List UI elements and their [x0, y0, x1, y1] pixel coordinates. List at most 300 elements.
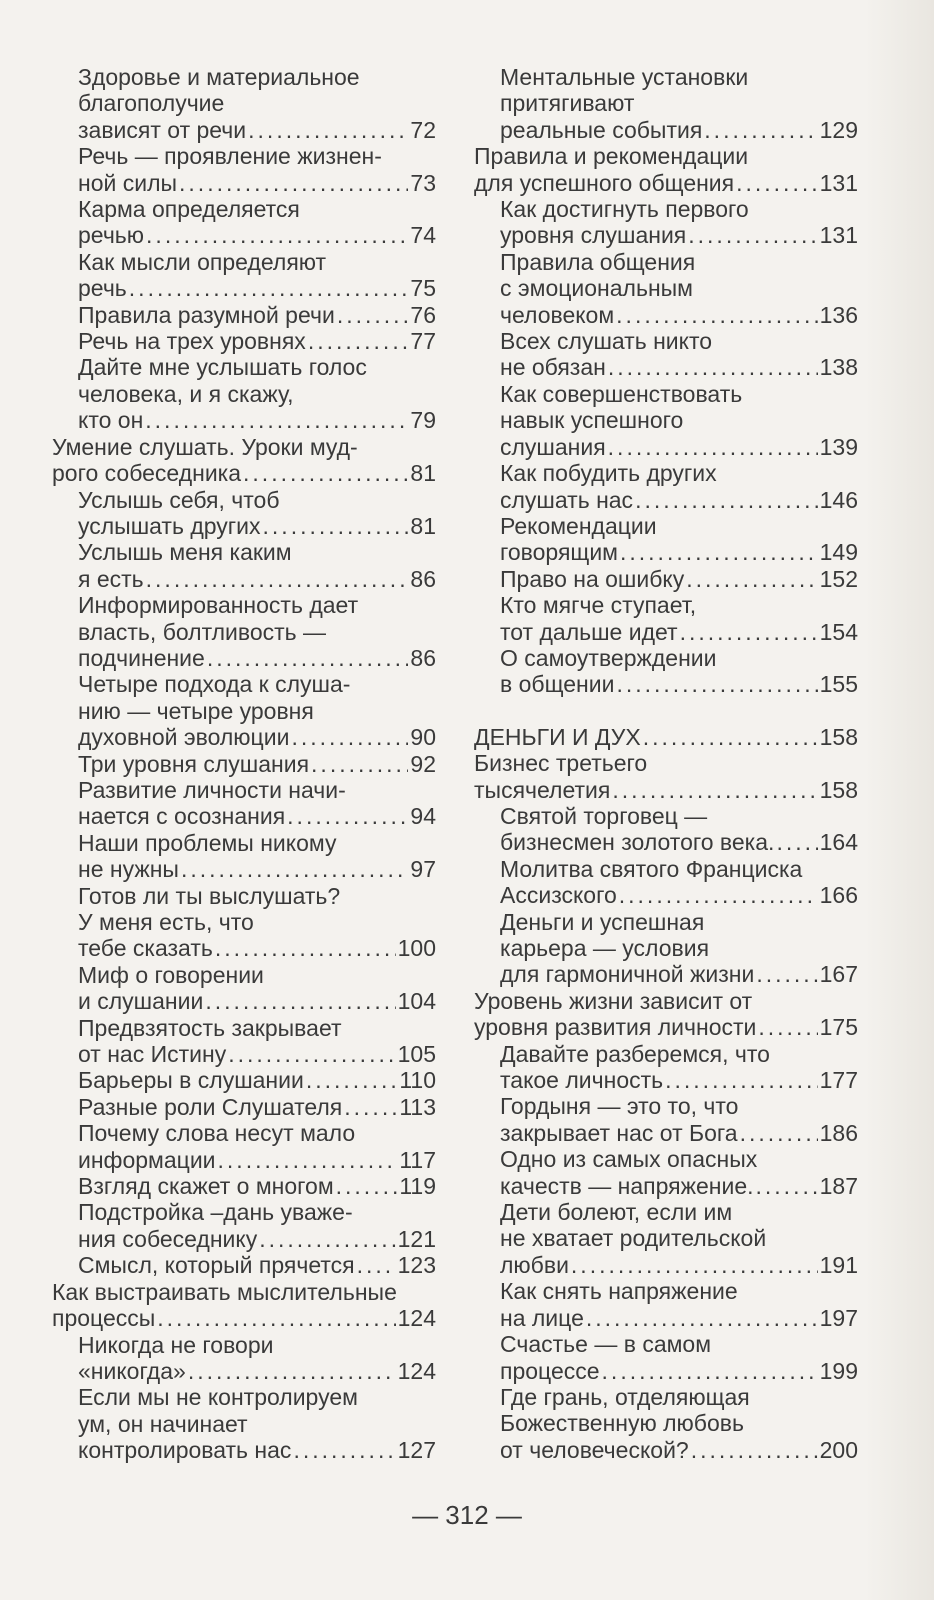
- toc-page-number: 139: [819, 433, 858, 460]
- toc-page-number: 105: [397, 1041, 436, 1068]
- toc-entry: [474, 328, 858, 381]
- toc-entry-title-line: Как мысли определяют: [78, 248, 327, 275]
- toc-page-number: 121: [397, 1225, 436, 1252]
- toc-page-number: 104: [397, 988, 436, 1015]
- toc-entry-last-line: [52, 1305, 436, 1331]
- toc-entry: [52, 1384, 436, 1463]
- toc-entry-title-line: человеком: [500, 301, 615, 328]
- toc-entry-title-line: такое личность: [500, 1067, 664, 1094]
- toc-entry-title-line: ния собеседнику: [78, 1225, 258, 1252]
- toc-entry: [474, 856, 858, 909]
- toc-page-number: 129: [819, 116, 858, 143]
- dot-leader: [146, 566, 409, 592]
- toc-entry: [52, 1173, 436, 1199]
- toc-page-number: 200: [819, 1436, 858, 1463]
- toc-entry-last-line: [500, 1358, 858, 1384]
- toc-page-number: 86: [410, 644, 436, 671]
- toc-entry-title-line: услышать других: [78, 512, 261, 539]
- toc-entry-title-line: духовной эволюции: [78, 724, 290, 751]
- toc-entry-title-line: от нас Истину: [78, 1041, 227, 1068]
- toc-entry-title-line: уровня развития личности: [474, 1014, 757, 1041]
- dot-leader: [608, 434, 818, 460]
- toc-entry-title-line: я есть: [78, 565, 144, 592]
- toc-page-number: 186: [819, 1119, 858, 1146]
- toc-entry-title-line: на лице: [500, 1304, 584, 1331]
- toc-entry-last-line: [474, 1014, 858, 1040]
- toc-entry-title-line: процессе: [500, 1357, 600, 1384]
- page-number: — 312 —: [412, 1500, 522, 1530]
- toc-entry-last-line: [78, 275, 436, 301]
- toc-entry-title-line: Как выстраивать мыслительные: [52, 1278, 397, 1305]
- toc-entry-title-line: Дети болеют, если им: [500, 1199, 733, 1226]
- dot-leader: [337, 302, 409, 328]
- dot-leader: [336, 1173, 398, 1199]
- toc-entry-title-line: навык успешного: [500, 407, 684, 434]
- toc-entry-title-line: процессы: [52, 1305, 156, 1332]
- toc-entry-last-line: [500, 829, 858, 855]
- toc-entry-title-line: У меня есть, что: [78, 909, 254, 935]
- dot-leader: [263, 513, 409, 539]
- toc-entry-last-line: [500, 117, 858, 143]
- toc-page-number: 113: [399, 1093, 436, 1120]
- toc-entry-last-line: [78, 328, 436, 354]
- toc-entry-title-line: реальные события: [500, 116, 703, 143]
- toc-entry-title-line: Давайте разберемся, что: [500, 1040, 770, 1067]
- toc-page-number: 187: [819, 1172, 858, 1199]
- toc-entry-title-line: ум, он начинает: [78, 1410, 248, 1437]
- toc-page-number: 131: [819, 169, 858, 196]
- toc-entry: [474, 64, 858, 143]
- toc-page-number: 167: [819, 961, 858, 988]
- toc-entry-title-line: Ассизского: [500, 882, 617, 909]
- toc-entry-title-line: Информированность дает: [78, 592, 359, 619]
- toc-entry-last-line: [78, 856, 436, 882]
- dot-leader: [308, 328, 409, 354]
- toc-entry-title-line: Речь — проявление жизнен-: [78, 143, 382, 170]
- toc-section-entry: [474, 143, 858, 196]
- toc-page-number: 73: [410, 169, 436, 196]
- toc-entry-title-line: речью: [78, 222, 145, 249]
- toc-entry-last-line: [500, 882, 858, 908]
- toc-section-entry: [474, 724, 858, 750]
- toc-entry-title-line: Развитие личности начи-: [78, 776, 346, 803]
- toc-entry-title-line: Предвзятость закрывает: [78, 1014, 342, 1041]
- toc-entry: [52, 883, 436, 962]
- toc-entry-last-line: [78, 170, 436, 196]
- toc-entry-title-line: Правила и рекомендации: [474, 143, 749, 170]
- dot-leader: [157, 1305, 395, 1331]
- dot-leader: [586, 1305, 818, 1331]
- toc-entry-title-line: Наши проблемы никому: [78, 829, 337, 856]
- dot-leader: [616, 671, 817, 697]
- toc-entry-last-line: [500, 671, 858, 697]
- page-edge-shadow: [864, 0, 934, 1600]
- toc-entry: [474, 803, 858, 856]
- toc-entry-title-line: Бизнес третьего: [474, 750, 648, 777]
- dot-leader: [680, 619, 818, 645]
- toc-entry: [474, 566, 858, 592]
- toc-entry-title-line: Здоровье и материальное: [78, 64, 360, 90]
- dot-leader: [665, 1067, 818, 1093]
- toc-entry-title-line: Божественную любовь: [500, 1410, 744, 1437]
- dot-leader: [571, 1252, 818, 1278]
- dot-leader: [146, 222, 408, 248]
- toc-entry: [52, 1015, 436, 1068]
- dot-leader: [620, 539, 818, 565]
- toc-entry-last-line: [474, 170, 858, 196]
- toc-page-number: 81: [410, 512, 436, 539]
- toc-entry: [52, 1094, 436, 1120]
- dot-leader: [756, 1173, 818, 1199]
- toc-entry-title-line: качеств — напряжение.: [500, 1172, 754, 1199]
- toc-entry: [52, 1120, 436, 1173]
- toc-entry-last-line: [78, 724, 436, 750]
- toc-entry-title-line: Карма определяется: [78, 196, 300, 223]
- toc-page-number: 124: [397, 1357, 436, 1384]
- dot-leader: [776, 829, 817, 855]
- toc-section-entry: [52, 1279, 436, 1332]
- toc-entry: [52, 1067, 436, 1093]
- dot-leader: [612, 777, 817, 803]
- toc-entry-last-line: [500, 1120, 858, 1146]
- dot-leader: [179, 170, 408, 196]
- toc-entry-title-line: подчинение: [78, 644, 205, 671]
- dot-leader: [688, 222, 817, 248]
- toc-entry: [52, 777, 436, 830]
- toc-entry: [52, 328, 436, 354]
- toc-entry: [52, 302, 436, 328]
- toc-entry-title-line: с эмоциональным: [500, 275, 693, 302]
- dot-leader: [357, 1252, 396, 1278]
- dot-leader: [608, 354, 818, 380]
- toc-entry-last-line: [78, 566, 436, 592]
- toc-entry-last-line: [78, 935, 436, 961]
- toc-entry: [474, 1146, 858, 1199]
- toc-entry-title-line: Как снять напряжение: [500, 1278, 738, 1305]
- toc-entry-last-line: [52, 460, 436, 486]
- toc-right-column: [474, 64, 858, 1463]
- toc-entry-title-line: ной силы: [78, 169, 178, 196]
- dot-leader: [248, 117, 408, 143]
- dot-leader: [306, 1067, 397, 1093]
- toc-entry-title-line: в общении: [500, 671, 615, 698]
- toc-page-number: 146: [819, 486, 858, 513]
- toc-entry-last-line: [500, 1437, 858, 1463]
- toc-entry-last-line: [500, 1305, 858, 1331]
- dot-leader: [129, 275, 409, 301]
- toc-page-number: 72: [410, 116, 436, 143]
- toc-entry-last-line: [500, 961, 858, 987]
- dot-leader: [736, 170, 818, 196]
- toc-entry-title-line: Кто мягче ступает,: [500, 592, 697, 619]
- dot-leader: [616, 302, 817, 328]
- dot-leader: [218, 1147, 398, 1173]
- toc-page-number: 92: [410, 750, 436, 777]
- toc-page-number: 155: [819, 671, 858, 698]
- toc-entry-title-line: Дайте мне услышать голос: [78, 354, 367, 381]
- toc-entry-title-line: Рекомендации: [500, 512, 657, 539]
- toc-page-number: 191: [819, 1251, 858, 1278]
- dot-leader: [205, 988, 395, 1014]
- toc-entry-title-line: Гордыня — это то, что: [500, 1093, 739, 1120]
- toc-page-number: 119: [399, 1173, 436, 1200]
- dot-leader: [207, 645, 409, 671]
- toc-entry-title-line: и слушании: [78, 988, 204, 1015]
- dot-leader: [243, 460, 408, 486]
- toc-entry: [474, 645, 858, 698]
- toc-entry-last-line: [78, 407, 436, 433]
- toc-entry-title-line: Правила разумной речи: [78, 301, 335, 328]
- toc-entry-title-line: Три уровня слушания: [78, 750, 310, 777]
- toc-page-number: 86: [410, 565, 436, 592]
- toc-entry-last-line: [78, 803, 436, 829]
- dot-leader: [287, 803, 408, 829]
- toc-entry-title-line: Где грань, отделяющая: [500, 1383, 750, 1410]
- toc-entry-title-line: бизнесмен золотого века.: [500, 829, 775, 856]
- toc-page-number: 75: [410, 275, 436, 302]
- toc-page-number: 81: [410, 460, 436, 487]
- toc-entry-title-line: не нужны: [78, 856, 179, 883]
- toc-entry-title-line: Услышь себя, чтоб: [78, 486, 280, 513]
- toc-entry: [52, 539, 436, 592]
- toc-page-number: 131: [819, 222, 858, 249]
- toc-section-entry: [474, 750, 858, 803]
- toc-entry: [474, 592, 858, 645]
- toc-entry-title-line: благополучие: [78, 90, 225, 117]
- toc-page-number: 152: [819, 565, 858, 592]
- toc-entry-last-line: [500, 354, 858, 380]
- dot-leader: [691, 1437, 818, 1463]
- toc-entry-last-line: [78, 117, 436, 143]
- toc-page-number: 77: [410, 328, 436, 355]
- toc-page-number: 136: [819, 301, 858, 328]
- toc-entry: [52, 751, 436, 777]
- dot-leader: [704, 117, 817, 143]
- toc-entry-last-line: [78, 1067, 436, 1093]
- toc-page-number: 90: [410, 724, 436, 751]
- toc-entry-last-line: [78, 1147, 436, 1173]
- toc-entry: [52, 830, 436, 883]
- toc-entry-title-line: слушания: [500, 433, 606, 460]
- toc-entry-title-line: тысячелетия: [474, 776, 611, 803]
- toc-entry-title-line: зависят от речи: [78, 116, 247, 143]
- toc-entry-last-line: [500, 487, 858, 513]
- toc-entry-title-line: Как побудить других: [500, 460, 717, 487]
- toc-entry-title-line: нию — четыре уровня: [78, 697, 314, 724]
- dot-leader: [188, 1358, 396, 1384]
- toc-page-number: 97: [410, 856, 436, 883]
- toc-entry: [474, 1278, 858, 1331]
- toc-entry-title-line: карьера — условия: [500, 935, 710, 961]
- toc-page-number: 177: [819, 1067, 858, 1094]
- toc-entry-title-line: любви: [500, 1251, 569, 1278]
- toc-entry-last-line: [500, 619, 858, 645]
- toc-entry: [474, 909, 858, 988]
- dot-leader: [619, 882, 818, 908]
- toc-entry-title-line: Святой торговец —: [500, 802, 708, 829]
- toc-entry-last-line: [78, 1041, 436, 1067]
- toc-entry-last-line: [78, 1252, 436, 1278]
- toc-entry: [474, 1331, 858, 1384]
- toc-page-number: 76: [410, 301, 436, 328]
- dot-leader: [635, 487, 818, 513]
- toc-entry: [52, 143, 436, 196]
- toc-entry: [52, 354, 436, 433]
- toc-entry-title-line: нается с осознания: [78, 803, 286, 830]
- toc-entry: [52, 962, 436, 1015]
- toc-entry-title-line: Миф о говорении: [78, 961, 264, 988]
- toc-entry-title-line: тот дальше идет: [500, 618, 678, 645]
- toc-entry-title-line: Речь на трех уровнях: [78, 328, 306, 355]
- toc-entry-title-line: закрывает нас от Бога: [500, 1119, 738, 1146]
- toc-page-number: 199: [819, 1357, 858, 1384]
- toc-page-number: 74: [410, 222, 436, 249]
- toc-entry-title-line: Разные роли Слушателя: [78, 1093, 343, 1120]
- toc-page-number: 123: [397, 1252, 436, 1279]
- toc-entry-last-line: [78, 1226, 436, 1252]
- toc-entry-title-line: Готов ли ты выслушать?: [78, 882, 341, 909]
- toc-entry-title-line: тебе сказать: [78, 935, 213, 962]
- toc-entry-title-line: контролировать нас: [78, 1437, 292, 1464]
- dot-leader: [602, 1358, 818, 1384]
- toc-entry-last-line: [474, 724, 858, 750]
- toc-page-number: 154: [819, 618, 858, 645]
- toc-page-number: 197: [819, 1304, 858, 1331]
- toc-entry-title-line: уровня слушания: [500, 222, 687, 249]
- section-gap: [474, 698, 858, 724]
- toc-page-number: 149: [819, 539, 858, 566]
- toc-entry: [52, 1199, 436, 1252]
- toc-entry-last-line: [500, 1252, 858, 1278]
- toc-entry-title-line: Деньги и успешная: [500, 908, 705, 935]
- toc-entry-title-line: Услышь меня каким: [78, 539, 292, 566]
- toc-entry: [474, 249, 858, 328]
- toc-left-column: [52, 64, 436, 1464]
- dot-leader: [344, 1094, 397, 1120]
- toc-entry: [52, 249, 436, 302]
- toc-entry-last-line: [500, 1173, 858, 1199]
- toc-entry-title-line: от человеческой?: [500, 1436, 689, 1463]
- toc-entry-title-line: Взгляд скажет о многом: [78, 1173, 334, 1200]
- toc-entry-last-line: [78, 513, 436, 539]
- toc-entry-last-line: [474, 777, 858, 803]
- toc-page-number: 117: [399, 1146, 436, 1173]
- toc-page-number: 110: [399, 1067, 436, 1094]
- dot-leader: [686, 566, 817, 592]
- toc-entry-title-line: человека, и я скажу,: [78, 380, 294, 407]
- toc-page-number: 127: [397, 1437, 436, 1464]
- toc-entry-title-line: Ментальные установки: [500, 64, 749, 90]
- toc-entry-title-line: власть, болтливость —: [78, 618, 327, 645]
- toc-entry-title-line: О самоутверждении: [500, 644, 717, 671]
- toc-entry-title-line: Подстройка –дань уваже-: [78, 1199, 353, 1226]
- toc-entry: [474, 460, 858, 513]
- toc-entry-last-line: [78, 1173, 436, 1199]
- toc-entry-title-line: для успешного общения: [474, 169, 735, 196]
- dot-leader: [740, 1120, 818, 1146]
- toc-page-number: 124: [397, 1305, 436, 1332]
- toc-entry-last-line: [78, 222, 436, 248]
- toc-entry: [474, 381, 858, 460]
- toc-entry-title-line: не хватает родительской: [500, 1225, 767, 1252]
- toc-entry: [474, 1041, 858, 1094]
- toc-entry-last-line: [78, 1437, 436, 1463]
- toc-entry-title-line: притягивают: [500, 90, 635, 117]
- toc-entry-last-line: [500, 539, 858, 565]
- dot-leader: [291, 724, 408, 750]
- toc-section-entry: [52, 434, 436, 487]
- toc-entry-last-line: [78, 302, 436, 328]
- toc-entry: [52, 64, 436, 143]
- toc-entry: [474, 1384, 858, 1463]
- toc-entry-title-line: Всех слушать никто: [500, 328, 713, 355]
- toc-entry-title-line: Никогда не говори: [78, 1331, 274, 1358]
- toc-entry-title-line: кто он: [78, 407, 144, 434]
- toc-entry-title-line: для гармоничной жизни: [500, 961, 755, 988]
- toc-entry: [52, 592, 436, 671]
- toc-entry-title-line: не обязан: [500, 354, 606, 381]
- dot-leader: [259, 1226, 395, 1252]
- toc-entry-title-line: Смысл, который прячется: [78, 1252, 355, 1279]
- toc-entry: [52, 671, 436, 750]
- dot-leader: [228, 1041, 395, 1067]
- toc-entry-last-line: [500, 566, 858, 592]
- toc-entry-title-line: Право на ошибку: [500, 565, 685, 592]
- toc-entry-title-line: Умение слушать. Уроки муд-: [52, 433, 358, 460]
- toc-entry-title-line: Молитва святого Франциска: [500, 855, 803, 882]
- toc-page-number: 175: [819, 1014, 858, 1041]
- toc-entry: [474, 1199, 858, 1278]
- toc-entry-last-line: [78, 1094, 436, 1120]
- toc-entry-last-line: [500, 434, 858, 460]
- toc-entry-last-line: [500, 1067, 858, 1093]
- toc-entry-last-line: [500, 222, 858, 248]
- toc-entry-title-line: Уровень жизни зависит от: [474, 987, 753, 1014]
- toc-entry: [52, 196, 436, 249]
- toc-entry: [474, 513, 858, 566]
- toc-section-entry: [474, 988, 858, 1041]
- toc-entry-title-line: Как достигнуть первого: [500, 196, 749, 223]
- toc-entry-last-line: [78, 1358, 436, 1384]
- toc-entry-last-line: [78, 988, 436, 1014]
- toc-page-number: 158: [819, 776, 858, 803]
- toc-page-number: 158: [819, 723, 858, 750]
- toc-entry-title-line: ДЕНЬГИ И ДУХ: [474, 723, 641, 750]
- toc-entry: [474, 196, 858, 249]
- toc-entry-title-line: Счастье — в самом: [500, 1331, 712, 1358]
- toc-page-number: 164: [819, 829, 858, 856]
- dot-leader: [758, 1014, 817, 1040]
- toc-page-number: 94: [410, 803, 436, 830]
- toc-entry-last-line: [500, 302, 858, 328]
- toc-entry-title-line: Одно из самых опасных: [500, 1146, 758, 1173]
- toc-entry-title-line: Если мы не контролируем: [78, 1384, 358, 1411]
- toc-entry-title-line: «никогда»: [78, 1357, 186, 1384]
- toc-entry-title-line: Барьеры в слушании: [78, 1067, 304, 1094]
- toc-entry-title-line: Почему слова несут мало: [78, 1120, 356, 1147]
- dot-leader: [756, 961, 817, 987]
- dot-leader: [293, 1437, 395, 1463]
- toc-entry: [52, 1332, 436, 1385]
- toc-page-number: 166: [819, 882, 858, 909]
- toc-entry-title-line: говорящим: [500, 539, 618, 566]
- toc-entry-title-line: информации: [78, 1146, 216, 1173]
- dot-leader: [643, 724, 818, 750]
- toc-entry: [52, 487, 436, 540]
- toc-entry-title-line: слушать нас: [500, 486, 634, 513]
- toc-entry: [474, 1093, 858, 1146]
- dot-leader: [311, 751, 408, 777]
